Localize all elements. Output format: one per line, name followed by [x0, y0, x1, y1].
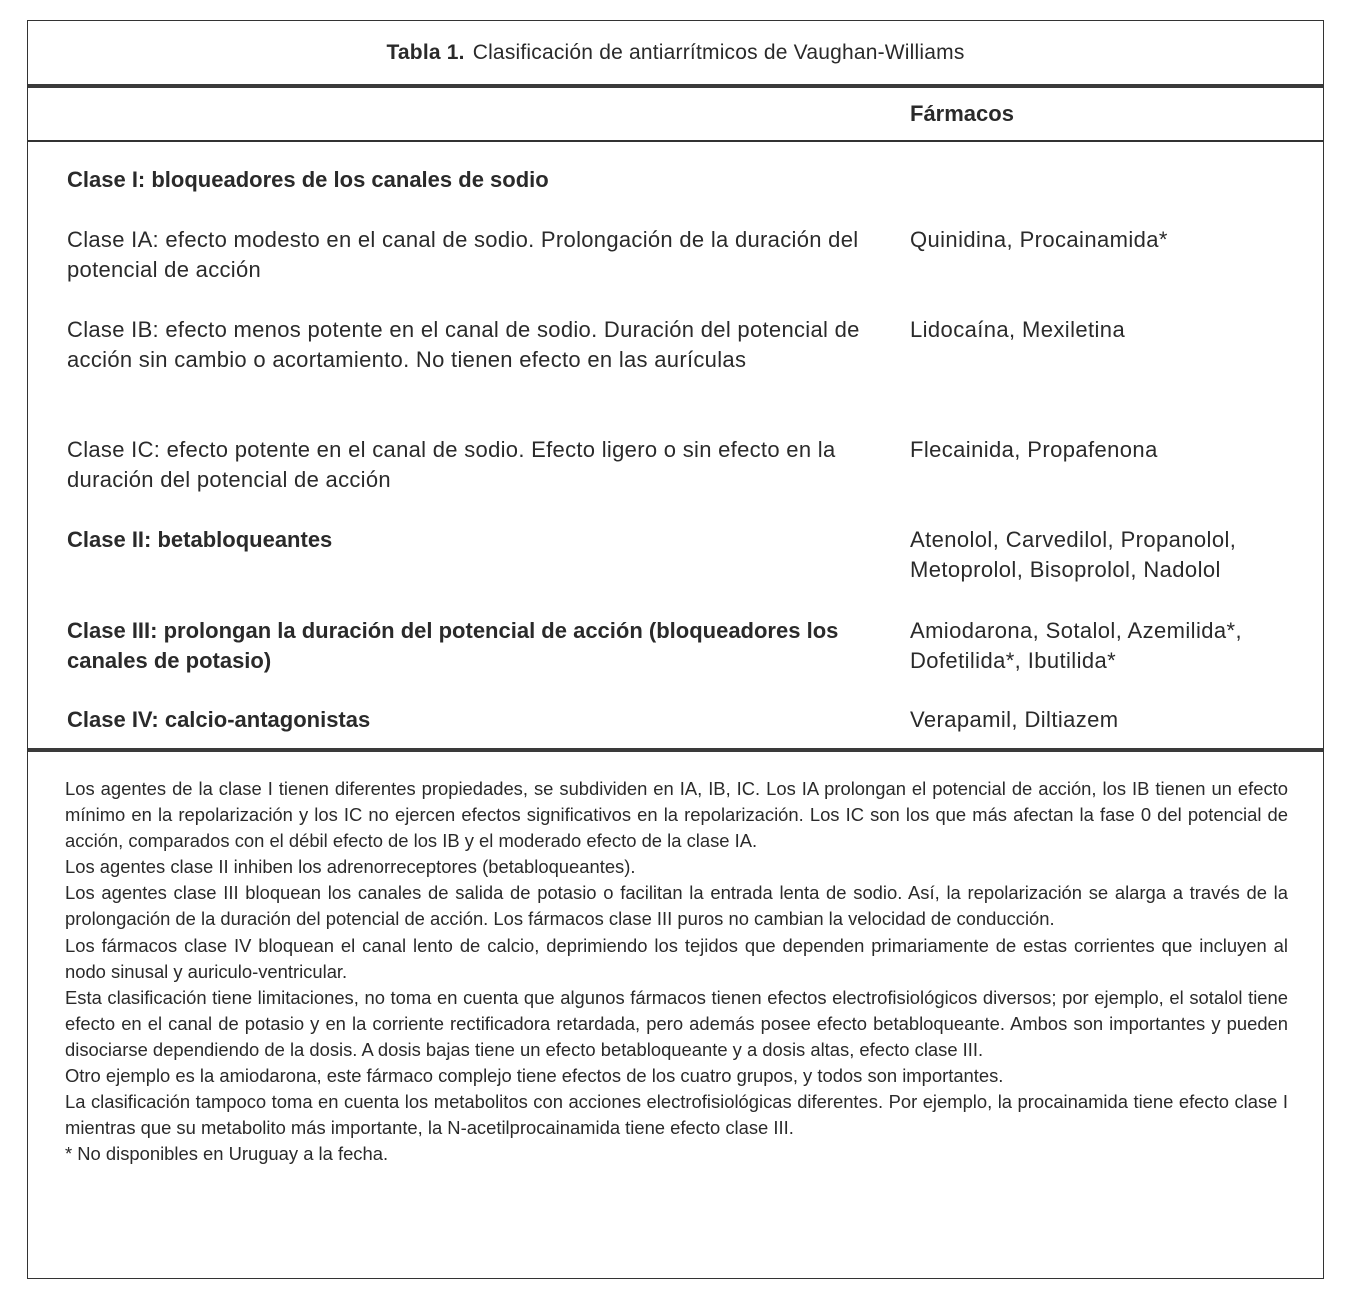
row-class-iv-description: Clase IV: calcio-antagonistas — [67, 707, 371, 732]
header-divider — [28, 140, 1323, 142]
note-class-iv: Los fármacos clase IV bloquean el canal lento de calcio, deprimiendo los tejidos que dependen primariamente de estas corrientes que incluyen al nodo sinusal y auriculo-ventricular. — [65, 934, 1288, 982]
row-class-ib-drugs: Lidocaína, Mexiletina — [910, 317, 1126, 342]
row-class-iii-drugs: Amiodarona, Sotalol, Azemilida*, Dofetilida*, Ibutilida* — [910, 618, 1242, 673]
row-class-i-description: Clase I: bloqueadores de los canales de sodio — [67, 167, 549, 192]
note-class-i: Los agentes de la clase I tienen diferentes propiedades, se subdividen en IA, IB, IC. Los IA prolongan el potencial de acción, los IB tienen un efecto mínimo en la repolarización y los IC no ejercen efectos significativos en la repolarización. Los IC son los que más afectan la fase 0 del potencial de acción, comparados con el débil efecto de los IB y el moderado efecto de la clase IA. — [65, 778, 1288, 852]
body-divider — [28, 748, 1323, 752]
row-class-iii-description: Clase III: prolongan la duración del potencial de acción (bloqueadores los canales de potasio) — [67, 618, 839, 673]
row-class-ib-description: Clase IB: efecto menos potente en el canal de sodio. Duración del potencial de acción sin cambio o acortamiento. No tienen efecto en las aurículas — [67, 317, 860, 372]
table-frame — [27, 20, 1324, 1279]
note-limitations: Esta clasificación tiene limitaciones, no toma en cuenta que algunos fármacos tienen efectos electrofisiológicos diversos; por ejemplo, el sotalol tiene efecto en el canal de potasio y en la corriente rectificadora retardada, pero además posee efecto betabloqueante. Ambos son importantes y pueden disociarse dependiendo de la dosis. A dosis bajas tiene un efecto betabloqueante y a dosis altas, efecto clase III. — [65, 986, 1288, 1060]
note-amiodarone: Otro ejemplo es la amiodarona, este fármaco complejo tiene efectos de los cuatro grupos, y todos son importantes. — [65, 1065, 1004, 1087]
note-class-ii: Los agentes clase II inhiben los adrenorreceptores (betabloqueantes). — [65, 856, 636, 878]
row-class-ia-description: Clase IA: efecto modesto en el canal de sodio. Prolongación de la duración del potencial de acción — [67, 227, 859, 282]
row-class-ia-drugs: Quinidina, Procainamida* — [910, 227, 1168, 252]
table-title — [28, 21, 1323, 85]
row-class-iv-drugs: Verapamil, Diltiazem — [910, 707, 1119, 732]
row-class-ic-drugs: Flecainida, Propafenona — [910, 437, 1158, 462]
table-title-text: Clasificación de antiarrítmicos de Vaughan-Williams — [472, 41, 965, 64]
title-divider — [28, 84, 1323, 88]
note-footnote: * No disponibles en Uruguay a la fecha. — [65, 1143, 389, 1165]
note-metabolites: La clasificación tampoco toma en cuenta los metabolitos con acciones electrofisiológicas diferentes. Por ejemplo, la procainamida tiene efecto clase I mientras que su metabolito más importante, la N-acetilprocainamida tiene efecto clase III. — [65, 1091, 1288, 1139]
note-class-iii: Los agentes clase III bloquean los canales de salida de potasio o facilitan la entrada lenta de sodio. Así, la repolarización se alarga a través de la prolongación de la duración del potencial de acción. Los fármacos clase III puros no cambian la velocidad de conducción. — [65, 882, 1288, 930]
table-title-label: Tabla 1. — [386, 41, 465, 64]
column-header-farmacos: Fármacos — [910, 101, 1014, 126]
row-class-ii-drugs: Atenolol, Carvedilol, Propanolol, Metoprolol, Bisoprolol, Nadolol — [910, 527, 1237, 582]
row-class-ii-description: Clase II: betabloqueantes — [67, 527, 333, 552]
row-class-ic-description: Clase IC: efecto potente en el canal de sodio. Efecto ligero o sin efecto en la duración del potencial de acción — [67, 437, 836, 492]
table-notes — [65, 776, 1288, 1167]
